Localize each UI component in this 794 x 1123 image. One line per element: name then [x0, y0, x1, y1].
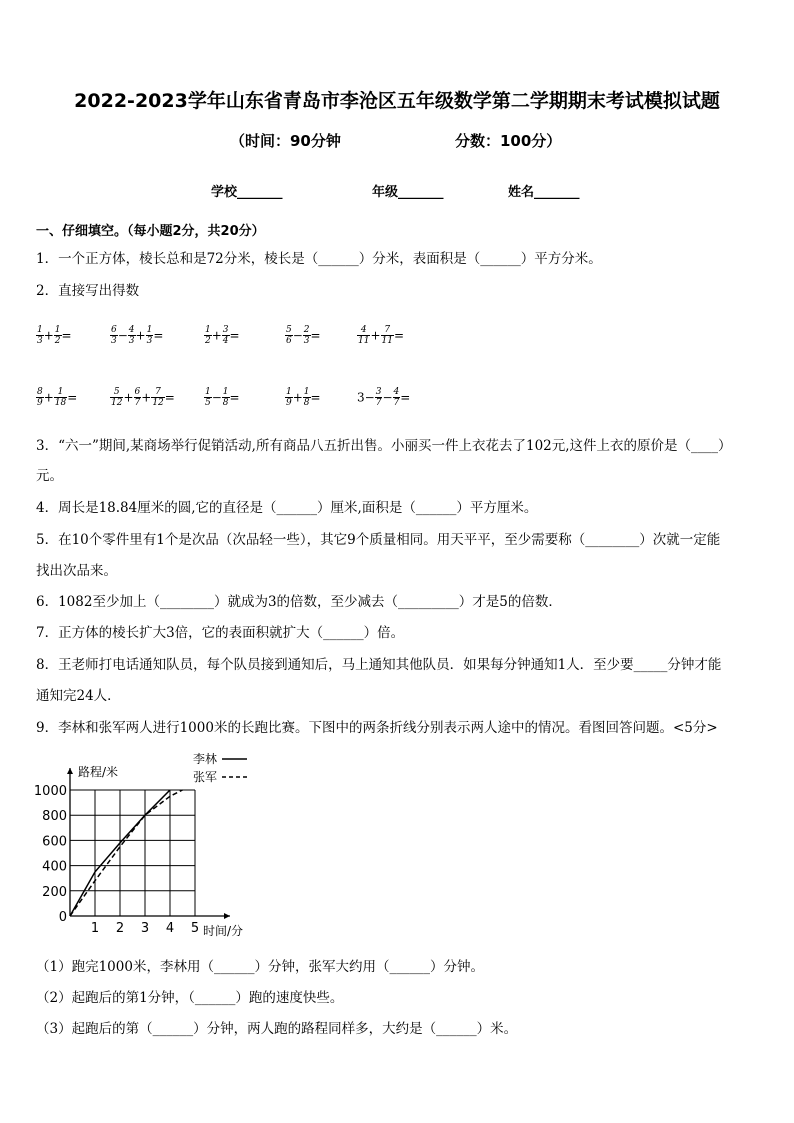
- operator: +: [43, 390, 54, 405]
- y-tick-label: 400: [42, 859, 67, 875]
- operator: =: [310, 328, 321, 343]
- operator: =: [229, 390, 240, 405]
- y-tick-label: 600: [42, 834, 67, 850]
- time-label: （时间：90分钟: [230, 132, 341, 150]
- fraction: $\frac{5}{12}$: [111, 387, 123, 408]
- fraction: $\frac{1}{18}$: [54, 387, 67, 408]
- question-7: 7．正方体的棱长扩大3倍，它的表面积就扩大（______）倍。: [36, 625, 405, 641]
- grade-field: 年级_______: [372, 185, 444, 200]
- calc-expression: [204, 387, 240, 408]
- calc-expression: [204, 325, 240, 346]
- calc-expression: [110, 387, 175, 408]
- x-tick-label: 2: [115, 921, 125, 936]
- fraction: $\frac{3}{4}$: [222, 325, 229, 346]
- fraction: $\frac{1}{5}$: [205, 387, 211, 408]
- operator: =: [393, 328, 405, 343]
- operator: =: [310, 390, 321, 405]
- y-tick-label: 0: [58, 910, 67, 925]
- fraction: $\frac{1}{3}$: [146, 325, 153, 346]
- question-8-cont: 通知完24人．: [36, 688, 121, 704]
- operator: 3−: [357, 390, 375, 405]
- page-title: 2022-2023学年山东省青岛市李沧区五年级数学第二学期期末考试模拟试题: [74, 90, 720, 112]
- fraction: $\frac{1}{3}$: [37, 325, 43, 346]
- fraction: $\frac{1}{8}$: [303, 387, 310, 408]
- legend-label: 张军: [193, 770, 218, 784]
- question-4: 4．周长是18.84厘米的圆,它的直径是（______）厘米,面积是（______）平方厘米。: [36, 500, 538, 516]
- operator: +: [135, 328, 146, 343]
- question-3-cont: 元。: [36, 468, 63, 484]
- name-field: 姓名_______: [508, 185, 580, 200]
- operator: +: [211, 328, 222, 343]
- school-field: 学校_______: [211, 185, 283, 200]
- fraction: $\frac{7}{12}$: [152, 387, 164, 408]
- sub-question-3: （3）起跑后的第（______）分钟，两人跑的路程同样多，大约是（______）米。: [36, 1021, 518, 1037]
- series-line-2: [70, 790, 183, 916]
- fraction: $\frac{6}{3}$: [111, 325, 117, 346]
- y-tick-label: 800: [42, 809, 67, 825]
- fraction: $\frac{1}{2}$: [205, 325, 211, 346]
- section-heading: 一、仔细填空。（每小题2分，共20分）: [36, 224, 265, 239]
- operator: −: [117, 328, 128, 343]
- legend-label: 李林: [193, 752, 218, 766]
- question-8: 8．王老师打电话通知队员，每个队员接到通知后，马上通知其他队员．如果每分钟通知1人．至少要_____分钟才能: [36, 657, 722, 673]
- calc-expression: [36, 387, 77, 408]
- operator: +: [123, 390, 134, 405]
- operator: +: [141, 390, 152, 405]
- fraction: $\frac{6}{7}$: [134, 387, 141, 408]
- question-5-cont: 找出次品来。: [36, 563, 117, 579]
- x-tick-label: 1: [90, 921, 100, 936]
- sub-question-1: （1）跑完1000米，李林用（______）分钟，张军大约用（______）分钟。: [36, 959, 484, 975]
- y-axis-arrow: [67, 768, 73, 774]
- operator: +: [43, 328, 54, 343]
- y-axis-label: 路程/米: [78, 765, 119, 779]
- y-tick-label: 1000: [33, 784, 67, 799]
- calc-expression: [36, 325, 72, 346]
- fraction: $\frac{1}{9}$: [286, 387, 292, 408]
- fraction: $\frac{7}{11}$: [381, 325, 393, 346]
- question-6: 6．1082至少加上（________）就成为3的倍数，至少减去（_________）才是5的倍数．: [36, 594, 562, 610]
- x-tick-label: 4: [165, 921, 175, 936]
- question-1: 1．一个正方体，棱长总和是72分米，棱长是（______）分米，表面积是（______）平方分米。: [36, 251, 602, 267]
- question-2: 2．直接写出得数: [36, 283, 140, 299]
- operator: =: [400, 390, 411, 405]
- operator: =: [229, 328, 240, 343]
- fraction: $\frac{5}{6}$: [286, 325, 292, 346]
- fraction: $\frac{4}{3}$: [128, 325, 135, 346]
- calc-expression: [285, 387, 321, 408]
- score-label: 分数：100分）: [455, 132, 562, 150]
- sub-question-2: （2）起跑后的第1分钟，（______）跑的速度快些。: [36, 990, 344, 1006]
- x-axis-label: 时间/分: [203, 924, 244, 938]
- calc-expression: [357, 325, 404, 346]
- question-9: 9．李林和张军两人进行1000米的长跑比赛。下图中的两条折线分别表示两人途中的情况。看图回答问题。<5分>: [36, 720, 718, 736]
- question-5: 5．在10个零件里有1个是次品（次品轻一些），其它9个质量相同。用天平平，至少需要称（________）次就一定能: [36, 532, 721, 548]
- calc-expression: [110, 325, 163, 346]
- operator: +: [370, 328, 381, 343]
- operator: =: [164, 390, 175, 405]
- fraction: $\frac{3}{7}$: [375, 387, 382, 408]
- operator: +: [292, 390, 303, 405]
- fraction: $\frac{4}{7}$: [393, 387, 400, 408]
- fraction: $\frac{1}{8}$: [222, 387, 229, 408]
- y-tick-label: 200: [42, 884, 67, 900]
- operator: =: [153, 328, 164, 343]
- question-3: 3．“六一”期间,某商场举行促销活动,所有商品八五折出售。小丽买一件上衣花去了102元,这件上衣的原价是（____）: [36, 438, 732, 454]
- x-axis-arrow: [224, 913, 230, 919]
- fraction: $\frac{4}{11}$: [358, 325, 370, 346]
- operator: =: [67, 390, 78, 405]
- x-tick-label: 5: [190, 921, 200, 936]
- operator: −: [211, 390, 222, 405]
- calc-expression: [285, 325, 321, 346]
- x-tick-label: 3: [140, 921, 150, 936]
- calc-expression: [357, 387, 410, 408]
- race-line-chart: [30, 745, 260, 945]
- fraction: $\frac{8}{9}$: [37, 387, 43, 408]
- fraction: $\frac{1}{2}$: [54, 325, 61, 346]
- operator: −: [292, 328, 303, 343]
- operator: =: [61, 328, 72, 343]
- fraction: $\frac{2}{3}$: [303, 325, 310, 346]
- operator: −: [382, 390, 393, 405]
